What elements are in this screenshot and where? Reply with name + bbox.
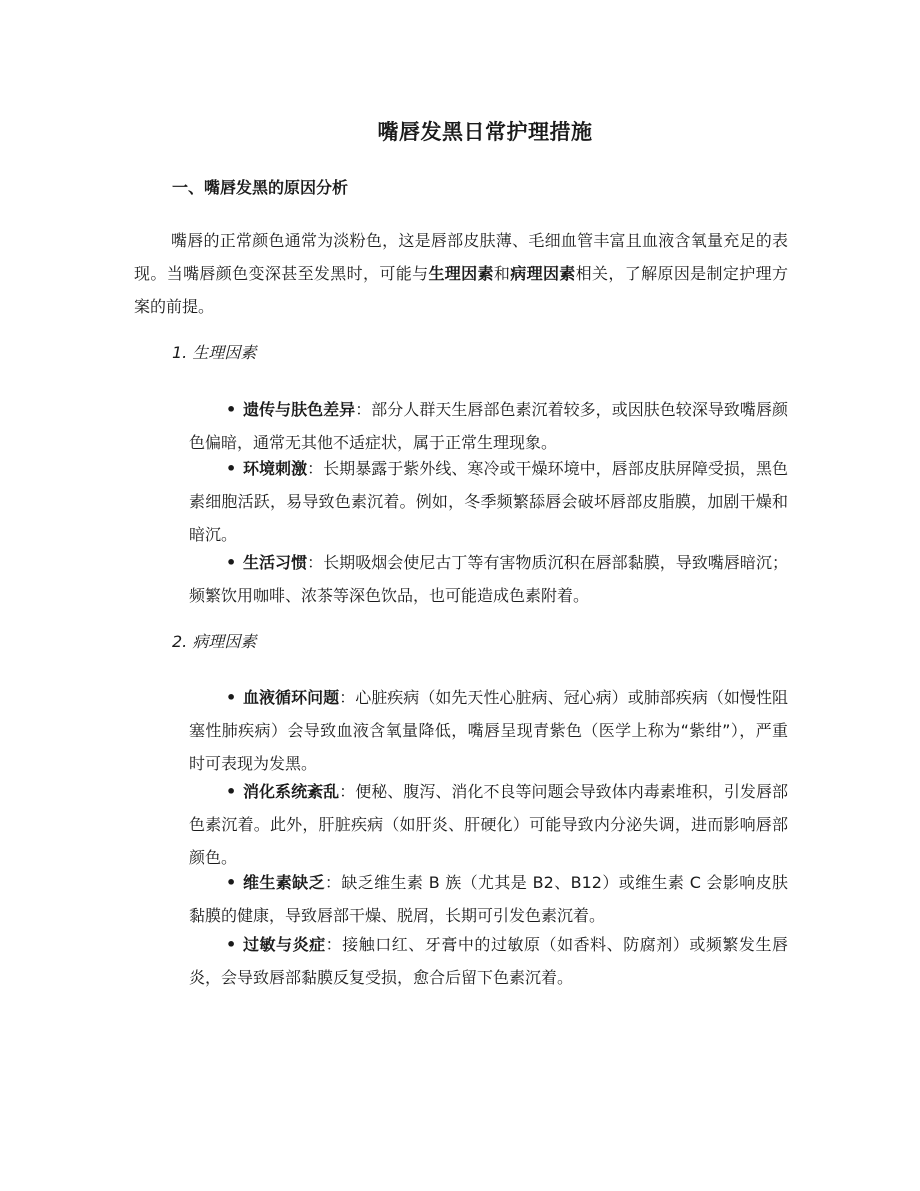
intro-text-2: 和 [493, 264, 511, 283]
intro-bold-pathological: 病理因素 [510, 264, 576, 283]
intro-text-3: 相关，了解原因是制定护理方案的前提。 [134, 264, 788, 316]
bullet-icon: • [226, 688, 237, 707]
item-desc: ：接触口红、牙膏中的过敏原（如香料、防腐剂）或频繁发生唇炎，会导致唇部黏膜反复受损，愈合后留下色素沉着。 [189, 935, 788, 987]
item-desc: ：部分人群天生唇部色素沉着较多，或因肤色较深导致嘴唇颜色偏暗，通常无其他不适症状，属于正常生理现象。 [189, 400, 788, 452]
item-term: 遗传与肤色差异 [243, 400, 356, 419]
item-desc: ：便秘、腹泻、消化不良等问题会导致体内毒素堆积，引发唇部色素沉着。此外，肝脏疾病（如肝炎、肝硬化）可能导致内分泌失调，进而影响唇部颜色。 [189, 782, 788, 867]
bullet-icon: • [226, 782, 237, 801]
list-item [189, 928, 788, 994]
item-term: 生活习惯 [243, 553, 308, 572]
item-term: 过敏与炎症 [243, 935, 326, 954]
subsection-pathological: 2. 病理因素 [172, 632, 257, 651]
item-desc: ：心脏疾病（如先天性心脏病、冠心病）或肺部疾病（如慢性阻塞性肺疾病）会导致血液含氧量降低，嘴唇呈现青紫色（医学上称为“紫绀”），严重时可表现为发黑。 [189, 688, 788, 773]
bullet-icon: • [226, 400, 237, 419]
bullet-icon: • [226, 935, 237, 954]
list-item [189, 393, 788, 459]
item-desc: ：长期暴露于紫外线、寒冷或干燥环境中，唇部皮肤屏障受损，黑色素细胞活跃，易导致色素沉着。例如，冬季频繁舔唇会破坏唇部皮脂膜，加剧干燥和暗沉。 [189, 459, 788, 544]
item-term: 消化系统紊乱 [243, 782, 340, 801]
bullet-icon: • [226, 459, 237, 478]
item-term: 血液循环问题 [243, 688, 340, 707]
document-title: 嘴唇发黑日常护理措施 [377, 120, 593, 144]
item-desc: ：长期吸烟会使尼古丁等有害物质沉积在唇部黏膜，导致嘴唇暗沉；频繁饮用咖啡、浓茶等深色饮品，也可能造成色素附着。 [189, 553, 788, 605]
bullet-icon: • [226, 873, 237, 892]
item-desc: ：缺乏维生素 B 族（尤其是 B2、B12）或维生素 C 会影响皮肤黏膜的健康，导致唇部干燥、脱屑，长期可引发色素沉着。 [189, 873, 788, 925]
list-item [189, 866, 788, 932]
list-item [189, 452, 788, 551]
section-heading-causes: 一、嘴唇发黑的原因分析 [172, 178, 349, 197]
intro-bold-physiological: 生理因素 [428, 264, 494, 283]
bullet-icon: • [226, 553, 237, 572]
list-item [189, 681, 788, 780]
list-item [189, 546, 788, 612]
item-term: 维生素缺乏 [243, 873, 325, 892]
list-item [189, 775, 788, 874]
item-term: 环境刺激 [243, 459, 308, 478]
subsection-physiological: 1. 生理因素 [172, 343, 257, 362]
intro-paragraph [134, 224, 788, 323]
intro-text-1: 嘴唇的正常颜色通常为淡粉色，这是唇部皮肤薄、毛细血管丰富且血液含氧量充足的表现。当嘴唇颜色变深甚至发黑时，可能与 [134, 231, 788, 283]
